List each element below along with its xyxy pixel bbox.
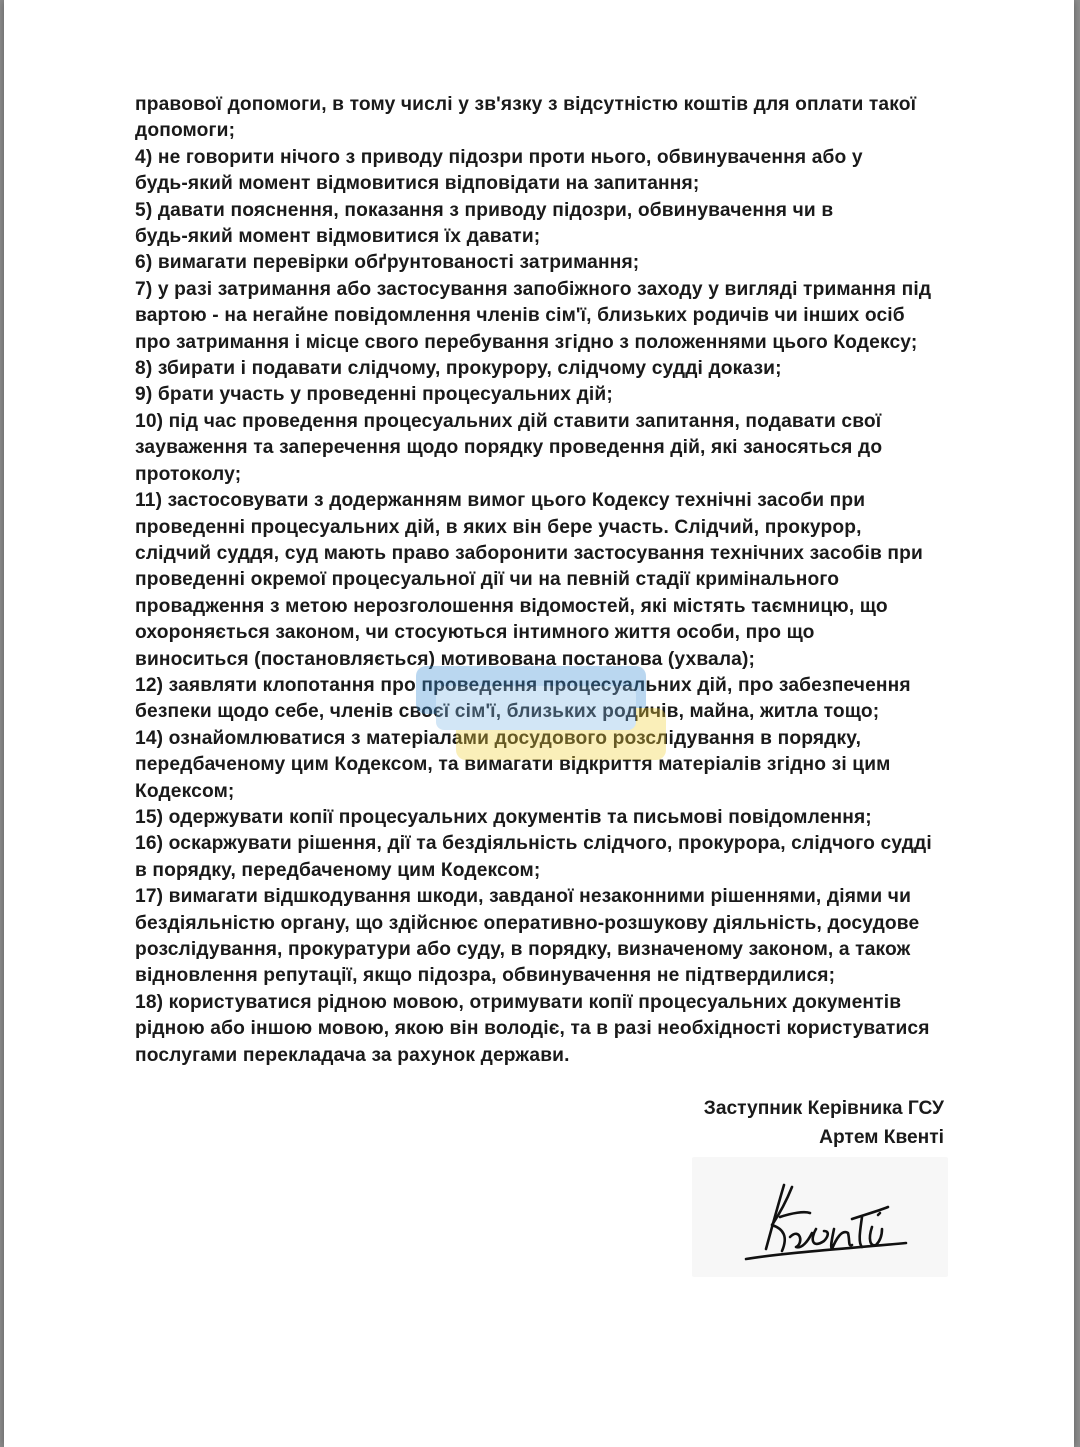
body-text-line: 9) брати участь у проведенні процесуальних дій;	[135, 384, 613, 406]
signature-image	[692, 1157, 948, 1277]
document-body-text	[135, 92, 965, 1069]
body-text-line: 18) користуватися рідною мовою, отримувати копії процесуальних документів	[135, 991, 902, 1013]
body-text-line: будь-який момент відмовитися їх давати;	[135, 226, 541, 248]
body-text-line: правової допомоги, в тому числі у зв'язку з відсутністю коштів для оплати такої	[135, 94, 917, 115]
body-text-line: 4) не говорити нічого з приводу підозри проти нього, обвинувачення або у	[135, 146, 863, 168]
body-text-line: проведенні процесуальних дій, в яких він бере участь. Слідчий, прокурор,	[135, 516, 862, 538]
body-text-line: охороняється законом, чи стосуються інтимного життя особи, про що	[135, 622, 815, 644]
document-page	[4, 0, 1074, 1447]
body-text-line: слідчий суддя, суд мають право заборонити застосування технічних засобів при	[135, 542, 923, 564]
body-text-line: вартою - на негайне повідомлення членів сім'ї, близьких родичів чи інших осіб	[135, 305, 905, 327]
signer-name: Артем Квенті	[819, 1127, 944, 1148]
body-text-line: допомоги;	[135, 120, 236, 142]
body-text-line: Кодексом;	[135, 780, 235, 802]
body-text-line: 16) оскаржувати рішення, дії та бездіяльність слідчого, прокурора, слідчого судді	[135, 833, 932, 855]
body-text-line: передбаченому цим Кодексом, та вимагати відкриття матеріалів згідно зі цим	[135, 754, 891, 776]
body-text-line: 14) ознайомлюватися з матеріалами досудового розслідування в порядку,	[135, 727, 862, 749]
body-text-line: 17) вимагати відшкодування шкоди, завданої незаконними рішеннями, діями чи	[135, 886, 912, 908]
body-text-line: зауваження та заперечення щодо порядку проведення дій, які заносяться до	[135, 437, 883, 459]
body-text-line: безпеки щодо себе, членів своєї сім'ї, близьких родичів, майна, житла тощо;	[135, 701, 880, 723]
body-text-line: послугами перекладача за рахунок держави.	[135, 1044, 570, 1066]
body-text-line: проведенні окремої процесуальної дії чи на певній стадії кримінального	[135, 569, 840, 591]
body-text-line: в порядку, передбаченому цим Кодексом;	[135, 859, 541, 881]
body-text-line: будь-який момент відмовитися відповідати на запитання;	[135, 173, 700, 195]
body-text-line: 7) у разі затримання або застосування запобіжного заходу у вигляді тримання під	[135, 278, 932, 300]
body-text-line: рідною або іншою мовою, якою він володіє, та в разі необхідності користуватися	[135, 1018, 930, 1040]
signer-position-title: Заступник Керівника ГСУ	[703, 1098, 944, 1119]
body-text-line: провадження з метою нерозголошення відомостей, які містять таємницю, що	[135, 595, 888, 617]
body-text-line: 10) під час проведення процесуальних дій ставити запитання, подавати свої	[135, 410, 882, 432]
body-text-line: бездіяльністю органу, що здійснює оперативно-розшукову діяльність, досудове	[135, 912, 920, 934]
body-text-line: 8) збирати і подавати слідчому, прокурору, слідчому судді докази;	[135, 358, 782, 380]
body-text-line: виноситься (постановляється) мотивована постанова (ухвала);	[135, 648, 756, 670]
body-text-line: 6) вимагати перевірки обґрунтованості затримання;	[135, 252, 640, 274]
body-text-line: 12) заявляти клопотання про проведення процесуальних дій, про забезпечення	[135, 674, 911, 696]
body-text-line: розслідування, прокуратури або суду, в порядку, визначеному законом, а також	[135, 939, 911, 960]
body-text-line: 15) одержувати копії процесуальних документів та письмові повідомлення;	[135, 806, 872, 828]
handwritten-signature	[692, 1157, 948, 1277]
body-text-line: 5) давати пояснення, показання з приводу підозри, обвинувачення чи в	[135, 199, 834, 221]
body-text-line: про затримання і місце свого перебування згідно з положеннями цього Кодексу;	[135, 331, 918, 353]
body-text-line: протоколу;	[135, 463, 242, 485]
body-text-line: 11) застосовувати з додержанням вимог цього Кодексу технічні засоби при	[135, 490, 866, 512]
body-text-line: відновлення репутації, якщо підозра, обвинувачення не підтвердилися;	[135, 965, 836, 987]
